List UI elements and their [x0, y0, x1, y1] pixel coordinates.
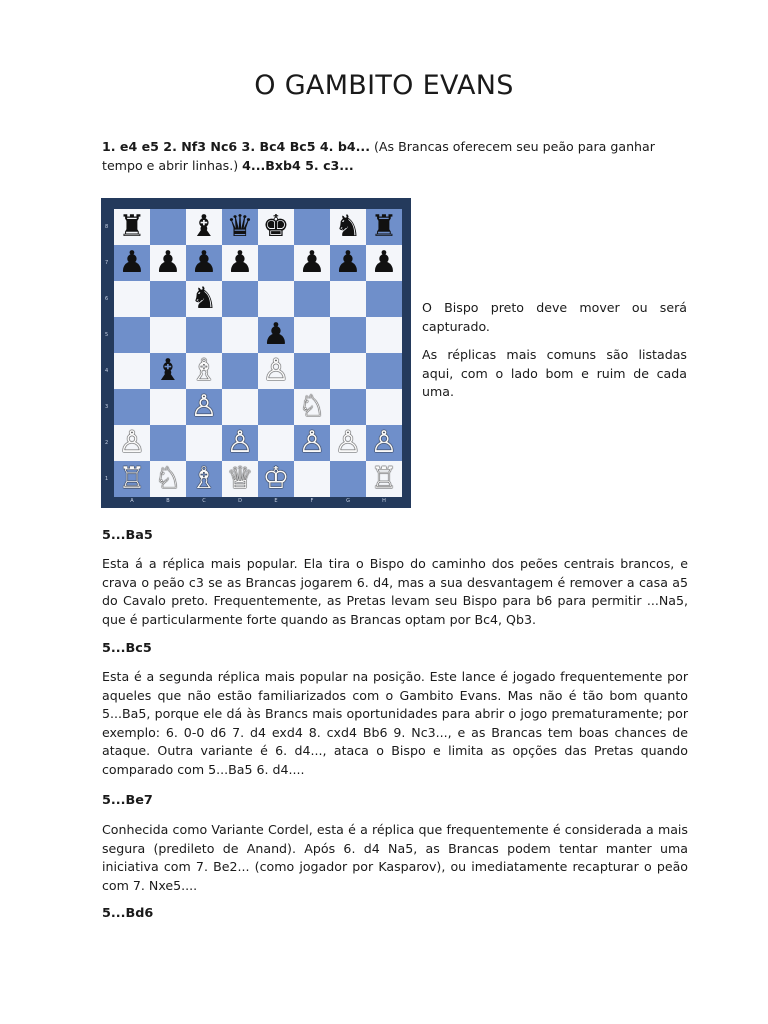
side-note-1: O Bispo preto deve mover ou será capturado. — [422, 300, 687, 334]
rank-label: 4 — [105, 368, 109, 374]
white-bishop-icon: ♗ — [190, 461, 218, 496]
square-f5 — [294, 317, 330, 353]
square-e8 — [258, 209, 294, 245]
chess-board — [114, 209, 402, 497]
rank-label: 5 — [105, 332, 109, 338]
square-g5 — [330, 317, 366, 353]
square-c8 — [186, 209, 222, 245]
black-pawn-icon: ♟ — [262, 317, 290, 352]
square-g3 — [330, 389, 366, 425]
section-heading-ba5: 5...Ba5 — [102, 528, 153, 543]
square-a4 — [114, 353, 150, 389]
square-c1 — [186, 461, 222, 497]
section-body-be7: Conhecida como Variante Cordel, esta é a réplica que frequentemente é considerada a mais segura (predileto de Anand). Após 6. d4 Na5, as Brancas podem tentar manter uma iniciativa com 7. Be2... (como jogador por Kasparov), ou imediatamente recapturar o peão com 7. Nxe5.... — [102, 822, 688, 893]
square-d2 — [222, 425, 258, 461]
black-pawn-icon: ♟ — [334, 245, 362, 280]
section-heading-bd6: 5...Bd6 — [102, 906, 154, 921]
square-h8 — [366, 209, 402, 245]
square-c6 — [186, 281, 222, 317]
white-pawn-icon: ♙ — [190, 389, 218, 424]
square-c3 — [186, 389, 222, 425]
chess-board-diagram — [101, 198, 411, 508]
square-a3 — [114, 389, 150, 425]
rank-label: 7 — [105, 260, 109, 266]
square-h7 — [366, 245, 402, 281]
square-b6 — [150, 281, 186, 317]
square-f8 — [294, 209, 330, 245]
black-pawn-icon: ♟ — [190, 245, 218, 280]
section-heading-bc5: 5...Bc5 — [102, 641, 152, 656]
black-rook-icon: ♜ — [370, 209, 398, 244]
square-c7 — [186, 245, 222, 281]
square-g8 — [330, 209, 366, 245]
rank-label: 6 — [105, 296, 109, 302]
file-label: H — [382, 498, 386, 504]
square-b4 — [150, 353, 186, 389]
intro-moves-a: 1. e4 e5 2. Nf3 Nc6 3. Bc4 Bc5 4. b4... — [102, 139, 370, 154]
square-g7 — [330, 245, 366, 281]
square-d3 — [222, 389, 258, 425]
square-a8 — [114, 209, 150, 245]
black-pawn-icon: ♟ — [298, 245, 326, 280]
file-label: A — [130, 498, 134, 504]
file-labels — [114, 498, 402, 506]
file-label: F — [310, 498, 314, 504]
square-a2 — [114, 425, 150, 461]
black-pawn-icon: ♟ — [154, 245, 182, 280]
square-h6 — [366, 281, 402, 317]
black-pawn-icon: ♟ — [370, 245, 398, 280]
white-rook-icon: ♖ — [370, 461, 398, 496]
black-rook-icon: ♜ — [118, 209, 146, 244]
square-b3 — [150, 389, 186, 425]
square-a7 — [114, 245, 150, 281]
white-pawn-icon: ♙ — [226, 425, 254, 460]
square-f6 — [294, 281, 330, 317]
white-pawn-icon: ♙ — [118, 425, 146, 460]
section-body-ba5: Esta á a réplica mais popular. Ela tira o Bispo do caminho dos peões centrais brancos, e crava o peão c3 se as Brancas jogarem 6. d4, mas a sua desvantagem é remover a casa a5 do Cavalo preto. Frequentemente, as Pretas levam seu Bispo para b6 para permitir ...Na5, que é particularmente forte quando as Brancas optam por Bc4, Qb3. — [102, 556, 688, 627]
square-f2 — [294, 425, 330, 461]
file-label: C — [202, 498, 206, 504]
intro-moves-b: 4...Bxb4 5. c3... — [242, 157, 354, 173]
white-bishop-icon: ♗ — [190, 353, 218, 388]
square-e1 — [258, 461, 294, 497]
white-queen-icon: ♕ — [226, 461, 254, 496]
rank-label: 2 — [105, 440, 109, 446]
section-body-bc5: Esta é a segunda réplica mais popular na posição. Este lance é jogado frequentemente por aqueles que não estão familiarizados com o Gambito Evans. Mas não é tão bom quanto 5...Ba5, porque ele dá às Brancs mais oportunidades para abrir o jogo prematuramente; por exemplo: 6. 0-0 d6 7. d4 exd4 8. cxd4 Bb6 9. Nc3..., e as Brancas tem boas chances de ataque. Outra variante é 6. d4..., ataca o Bispo e limita as opções das Pretas quando comparado com 5...Ba5 6. d4.... — [102, 669, 688, 777]
white-pawn-icon: ♙ — [262, 353, 290, 388]
square-a5 — [114, 317, 150, 353]
white-knight-icon: ♘ — [298, 389, 326, 424]
square-e3 — [258, 389, 294, 425]
square-e5 — [258, 317, 294, 353]
square-b8 — [150, 209, 186, 245]
square-d1 — [222, 461, 258, 497]
square-b5 — [150, 317, 186, 353]
square-f4 — [294, 353, 330, 389]
square-e2 — [258, 425, 294, 461]
white-rook-icon: ♖ — [118, 461, 146, 496]
square-g1 — [330, 461, 366, 497]
rank-label: 3 — [105, 404, 109, 410]
rank-label: 8 — [105, 224, 109, 230]
square-c4 — [186, 353, 222, 389]
black-knight-icon: ♞ — [190, 281, 218, 316]
square-d4 — [222, 353, 258, 389]
intro-paragraph — [102, 138, 688, 175]
square-h3 — [366, 389, 402, 425]
section-heading-be7: 5...Be7 — [102, 793, 153, 808]
file-label: B — [166, 498, 170, 504]
square-g2 — [330, 425, 366, 461]
square-h1 — [366, 461, 402, 497]
square-d5 — [222, 317, 258, 353]
black-bishop-icon: ♝ — [154, 353, 182, 388]
square-h4 — [366, 353, 402, 389]
square-e4 — [258, 353, 294, 389]
rank-label: 1 — [105, 476, 109, 482]
white-king-icon: ♔ — [262, 461, 290, 496]
square-f3 — [294, 389, 330, 425]
square-c2 — [186, 425, 222, 461]
square-c5 — [186, 317, 222, 353]
square-h2 — [366, 425, 402, 461]
intro-note: (As Brancas oferecem seu peão para ganhar tempo e abrir linhas.) — [102, 139, 655, 173]
square-g6 — [330, 281, 366, 317]
black-king-icon: ♚ — [262, 209, 290, 244]
square-e7 — [258, 245, 294, 281]
square-f1 — [294, 461, 330, 497]
square-b1 — [150, 461, 186, 497]
white-pawn-icon: ♙ — [370, 425, 398, 460]
square-d6 — [222, 281, 258, 317]
side-note-2: As réplicas mais comuns são listadas aqui, com o lado bom e ruim de cada uma. — [422, 347, 687, 400]
square-e6 — [258, 281, 294, 317]
square-d8 — [222, 209, 258, 245]
file-label: D — [238, 498, 242, 504]
square-a6 — [114, 281, 150, 317]
square-f7 — [294, 245, 330, 281]
white-pawn-icon: ♙ — [334, 425, 362, 460]
page-title: O GAMBITO EVANS — [254, 70, 514, 101]
black-knight-icon: ♞ — [334, 209, 362, 244]
square-b7 — [150, 245, 186, 281]
square-h5 — [366, 317, 402, 353]
white-knight-icon: ♘ — [154, 461, 182, 496]
white-pawn-icon: ♙ — [298, 425, 326, 460]
square-g4 — [330, 353, 366, 389]
square-d7 — [222, 245, 258, 281]
black-pawn-icon: ♟ — [118, 245, 146, 280]
black-bishop-icon: ♝ — [190, 209, 218, 244]
black-pawn-icon: ♟ — [226, 245, 254, 280]
square-b2 — [150, 425, 186, 461]
rank-labels — [105, 209, 113, 497]
black-queen-icon: ♛ — [226, 209, 254, 244]
file-label: E — [274, 498, 278, 504]
file-label: G — [346, 498, 350, 504]
square-a1 — [114, 461, 150, 497]
